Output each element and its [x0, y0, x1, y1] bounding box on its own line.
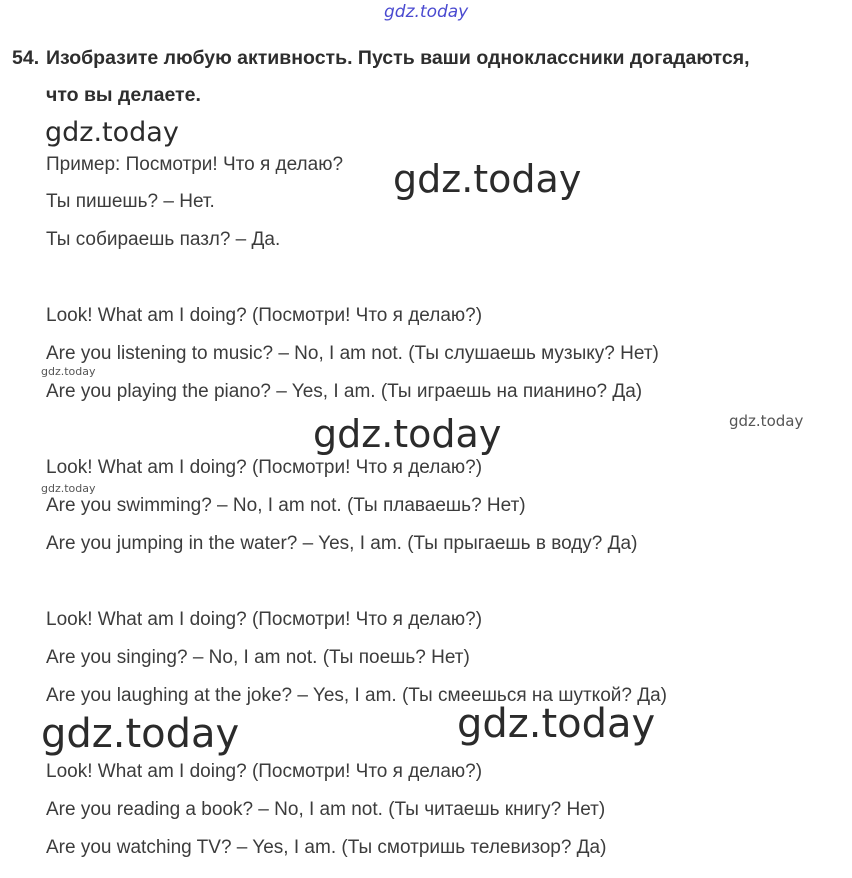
dialog-1-line-3: Are you playing the piano? – Yes, I am. (Ты играешь на пианино? Да)	[46, 381, 643, 402]
example-line-3: Ты собираешь пазл? – Да.	[46, 229, 281, 250]
dialog-2-line-3: Are you jumping in the water? – Yes, I am. (Ты прыгаешь в воду? Да)	[46, 533, 638, 554]
task-text-2: что вы делаете.	[46, 84, 201, 106]
task-heading	[12, 40, 842, 114]
watermark-small-3: gdz.today	[41, 482, 96, 495]
watermark-large-1: gdz.today	[393, 157, 582, 201]
watermark-small-1: gdz.today	[41, 365, 96, 378]
dialog-2-line-1: Look! What am I doing? (Посмотри! Что я делаю?)	[46, 457, 483, 478]
dialog-3-line-1: Look! What am I doing? (Посмотри! Что я делаю?)	[46, 609, 483, 630]
dialog-4-line-1: Look! What am I doing? (Посмотри! Что я делаю?)	[46, 761, 483, 782]
dialog-1-line-2: Are you listening to music? – No, I am not. (Ты слушаешь музыку? Нет)	[46, 343, 659, 364]
watermark-top: gdz.today	[384, 2, 469, 22]
dialog-2-line-2: Are you swimming? – No, I am not. (Ты плаваешь? Нет)	[46, 495, 526, 516]
watermark-large-3: gdz.today	[41, 711, 240, 757]
dialog-4-line-3: Are you watching TV? – Yes, I am. (Ты смотришь телевизор? Да)	[46, 837, 607, 858]
task-number: 54.	[12, 47, 40, 69]
watermark-large-2: gdz.today	[313, 412, 502, 456]
dialog-3-line-2: Are you singing? – No, I am not. (Ты поешь? Нет)	[46, 647, 470, 668]
example-line-1: Пример: Посмотри! Что я делаю?	[46, 154, 344, 175]
watermark-left-1: gdz.today	[45, 117, 179, 148]
example-line-2: Ты пишешь? – Нет.	[46, 191, 215, 212]
dialog-3-line-3: Are you laughing at the joke? – Yes, I am. (Ты смеешься на шуткой? Да)	[46, 685, 667, 706]
watermark-small-2: gdz.today	[729, 412, 804, 430]
task-text-1: Изобразите любую активность. Пусть ваши одноклассники догадаются,	[46, 47, 750, 69]
task-line-1	[12, 40, 842, 77]
watermark-large-4: gdz.today	[457, 701, 656, 747]
dialog-1-line-1: Look! What am I doing? (Посмотри! Что я делаю?)	[46, 305, 483, 326]
dialog-4-line-2: Are you reading a book? – No, I am not. (Ты читаешь книгу? Нет)	[46, 799, 606, 820]
